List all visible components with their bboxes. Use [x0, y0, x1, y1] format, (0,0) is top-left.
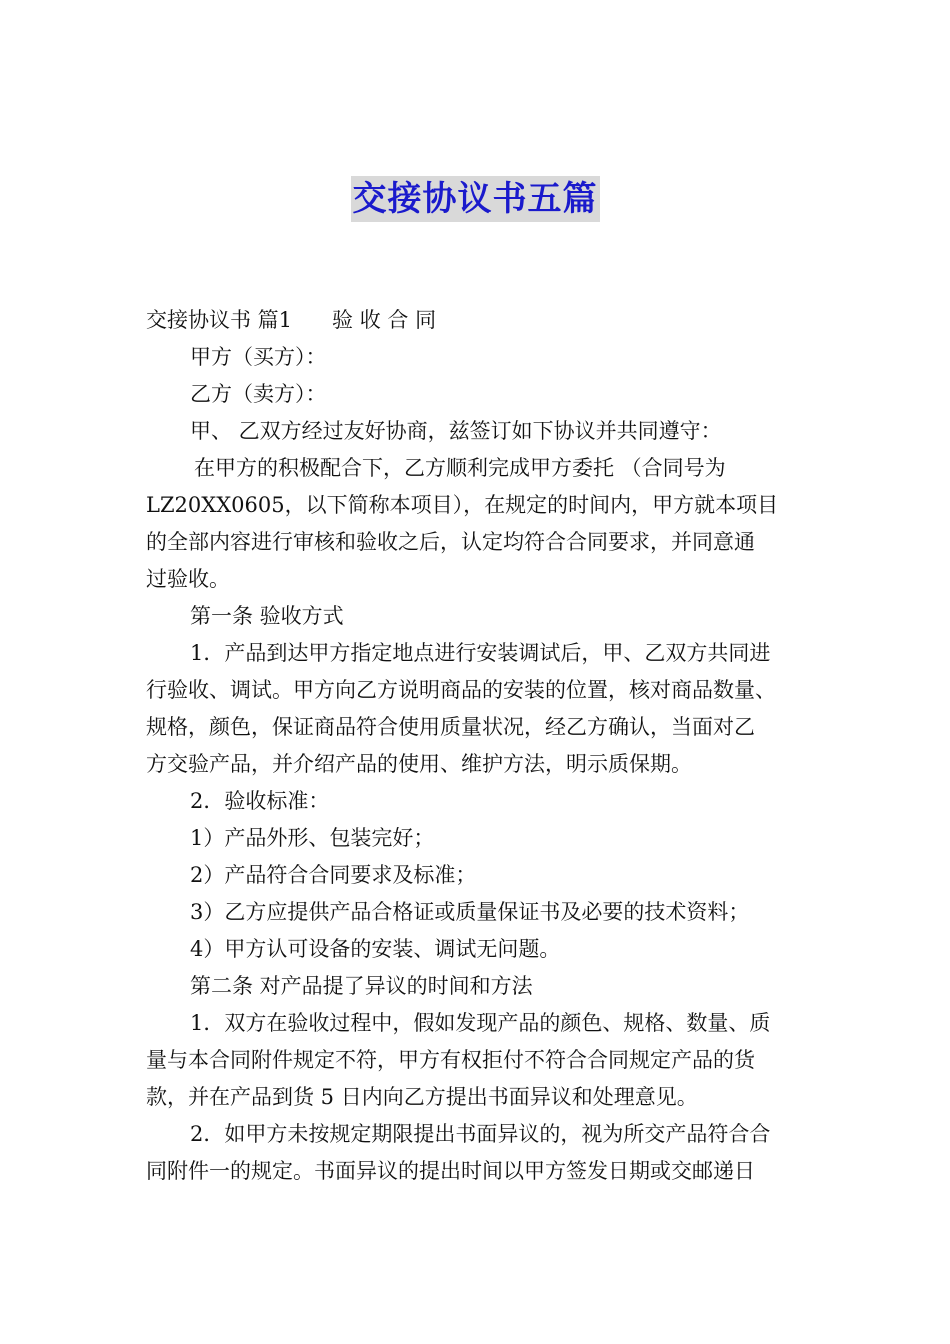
article-1-para-2: 2．验收标准： [190, 789, 330, 813]
standard-item-4: 4）甲方认可设备的安装、调试无问题。 [190, 937, 561, 961]
standard-item-3: 3）乙方应提供产品合格证或质量保证书及必要的技术资料； [190, 900, 750, 924]
agreement-line: 甲、 乙双方经过友好协商，兹签订如下协议并共同遵守： [190, 419, 722, 443]
standard-item-2: 2）产品符合合同要求及标准； [190, 863, 477, 887]
article-1-para-1-line-2: 行验收、调试。甲方向乙方说明商品的安装的位置，核对商品数量、 [146, 678, 776, 702]
contract-name: 验 收 合 同 [332, 308, 437, 332]
document-body [146, 302, 826, 1190]
article-1-title: 第一条 验收方式 [190, 604, 344, 628]
article-2-para-2-line-2: 同附件一的规定。书面异议的提出时间以甲方签发日期或交邮递日 [146, 1159, 755, 1183]
article-1-para-1-line-3: 规格，颜色，保证商品符合使用质量状况，经乙方确认，当面对乙 [146, 715, 755, 739]
article-2-title: 第二条 对产品提了异议的时间和方法 [190, 974, 533, 998]
party-a-line: 甲方（买方）： [190, 345, 327, 369]
party-b-line: 乙方（卖方）： [190, 382, 327, 406]
title-container [0, 176, 950, 222]
section-heading [146, 302, 826, 339]
article-2-para-1-line-1: 1．双方在验收过程中，假如发现产品的颜色、规格、数量、质 [190, 1011, 771, 1035]
document-title: 交接协议书五篇 [351, 176, 600, 222]
article-1-para-1-line-1: 1．产品到达甲方指定地点进行安装调试后，甲、乙双方共同进 [190, 641, 771, 665]
article-2-para-2-line-1: 2．如甲方未按规定期限提出书面异议的，视为所交产品符合合 [190, 1122, 771, 1146]
intro-line-4: 过验收。 [146, 567, 230, 591]
article-2-para-1-line-2: 量与本合同附件规定不符，甲方有权拒付不符合合同规定产品的货 [146, 1048, 755, 1072]
article-1-para-1-line-4: 方交验产品，并介绍产品的使用、维护方法，明示质保期。 [146, 752, 692, 776]
intro-line-2: LZ20XX0605，以下简称本项目），在规定的时间内，甲方就本项目 [146, 493, 779, 517]
section-label: 交接协议书 篇1 [146, 308, 293, 332]
intro-line-3: 的全部内容进行审核和验收之后，认定均符合合同要求，并同意通 [146, 530, 755, 554]
article-2-para-1-line-3: 款，并在产品到货 5 日内向乙方提出书面异议和处理意见。 [146, 1085, 698, 1109]
intro-line-1: 在甲方的积极配合下，乙方顺利完成甲方委托 （合同号为 [194, 456, 726, 480]
standard-item-1: 1）产品外形、包装完好； [190, 826, 435, 850]
